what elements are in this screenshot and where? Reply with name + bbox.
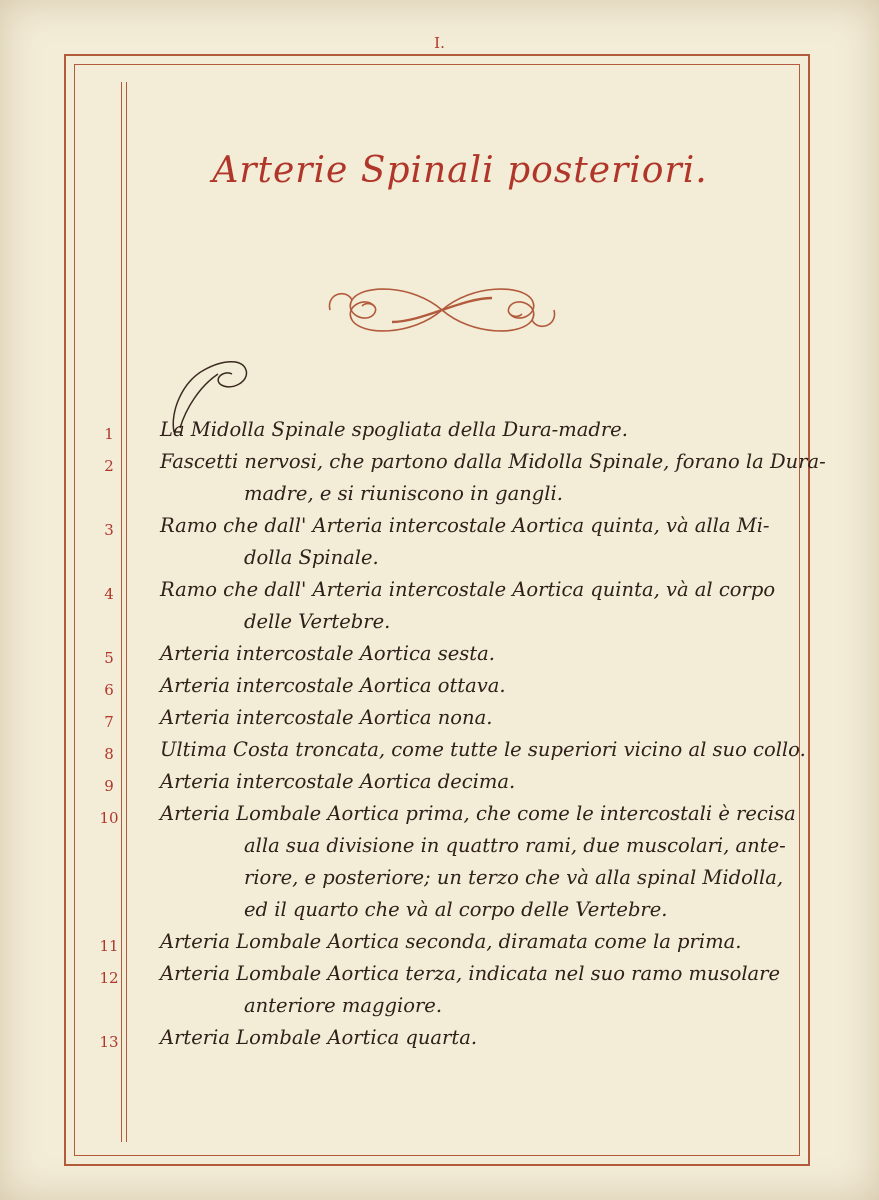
line-number: 7 [104,713,114,731]
entry-continuation: alla sua divisione in quattro rami, due muscolari, ante- [244,834,786,857]
entry-continuation: anteriore maggiore. [244,994,443,1017]
line-number: 9 [104,777,114,795]
entry-text: Arteria intercostale Aortica ottava. [160,674,506,697]
line-number: 3 [104,521,114,539]
page-title: Arterie Spinali posteriori. [212,150,708,191]
entry-continuation: dolla Spinale. [244,546,379,569]
entry-text: Arteria Lombale Aortica seconda, diramata come la prima. [160,930,742,953]
entry-continuation: riore, e posteriore; un terzo che và alla spinal Midolla, [244,866,784,889]
page-number: I. [434,34,445,52]
margin-rule-secondary [126,82,127,1142]
line-number: 11 [99,937,119,955]
entry-text: Arteria intercostale Aortica nona. [160,706,493,729]
line-number: 2 [104,457,114,475]
flourish-ornament [322,278,562,342]
line-number: 1 [104,425,114,443]
line-number: 8 [104,745,114,763]
line-number: 5 [104,649,114,667]
entry-text: Arteria intercostale Aortica decima. [160,770,516,793]
entry-text: Ramo che dall' Arteria intercostale Aortica quinta, và al corpo [160,578,776,601]
entry-text: Fascetti nervosi, che partono dalla Midolla Spinale, forano la Dura- [160,450,826,473]
line-number: 10 [99,809,119,827]
line-number: 6 [104,681,114,699]
entry-text: Arteria Lombale Aortica prima, che come le intercostali è recisa [160,802,796,825]
line-number: 13 [99,1033,119,1051]
entry-text: Ultima Costa troncata, come tutte le superiori vicino al suo collo. [160,738,806,761]
entry-text: Arteria intercostale Aortica sesta. [160,642,495,665]
entry-continuation: madre, e si riuniscono in gangli. [244,482,563,505]
entry-continuation: delle Vertebre. [244,610,391,633]
entry-continuation: ed il quarto che và al corpo delle Vertebre. [244,898,668,921]
line-number: 12 [99,969,119,987]
entry-text: Ramo che dall' Arteria intercostale Aortica quinta, và alla Mi- [160,514,770,537]
entry-text: Arteria Lombale Aortica terza, indicata nel suo ramo musolare [160,962,781,985]
entry-text: Arteria Lombale Aortica quarta. [160,1026,478,1049]
inner-frame-border [74,64,800,1156]
line-number: 4 [104,585,114,603]
entry-text: La Midolla Spinale spogliata della Dura-madre. [160,418,628,441]
